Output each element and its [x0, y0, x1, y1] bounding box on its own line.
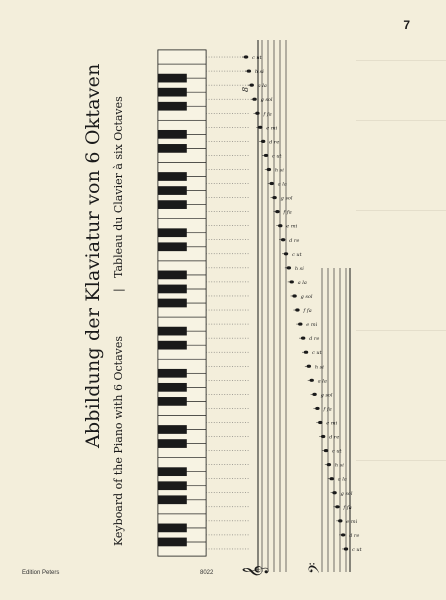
black-key: [158, 369, 187, 378]
black-key: [158, 495, 187, 504]
note-label: g sol: [280, 195, 293, 202]
black-key: [158, 271, 187, 280]
svg-text:8: 8: [241, 86, 250, 92]
black-key: [158, 467, 187, 476]
note-label: h si: [274, 167, 284, 174]
svg-text:𝄢: 𝄢: [306, 562, 327, 574]
black-key: [158, 327, 187, 336]
note-label: h si: [254, 69, 264, 76]
note-label: a la: [297, 279, 307, 286]
black-key: [158, 242, 187, 251]
black-key: [158, 299, 187, 308]
black-key: [158, 102, 187, 111]
note-label: d re: [349, 532, 360, 539]
plate-number: 8022: [200, 570, 214, 576]
black-key: [158, 144, 187, 153]
page-number: 7: [403, 18, 410, 32]
key-connectors: [206, 57, 250, 549]
black-key: [158, 524, 187, 533]
bass-clef-icon: [306, 562, 327, 574]
note-markers: [242, 55, 363, 553]
black-key: [158, 228, 187, 237]
note-label: g sol: [340, 490, 353, 497]
note-label: g sol: [320, 392, 333, 399]
black-key: [158, 172, 187, 181]
black-key: [158, 200, 187, 209]
note-label: d re: [329, 434, 340, 441]
note-label: c ut: [332, 448, 342, 455]
note-label: f fa: [263, 111, 272, 118]
title-english: Keyboard of the Piano with 6 Octaves: [112, 335, 125, 546]
black-key: [158, 481, 187, 490]
white-key: [158, 50, 206, 64]
note-label: h si: [294, 265, 304, 272]
title-french: Tableau du Clavier à six Octaves: [112, 96, 125, 278]
black-key: [158, 439, 187, 448]
ottava-mark-icon: [241, 87, 250, 92]
note-label: f fa: [343, 504, 352, 511]
black-key: [158, 285, 187, 294]
title-separator: |: [112, 288, 125, 292]
note-label: c ut: [272, 153, 282, 160]
black-key: [158, 88, 187, 97]
note-label: e mi: [326, 420, 338, 427]
note-label: f fa: [303, 308, 312, 315]
note-label: e mi: [346, 518, 358, 525]
note-label: e mi: [306, 322, 318, 329]
note-label: h si: [314, 364, 324, 371]
note-label: f fa: [323, 406, 332, 413]
note-label: c ut: [252, 55, 262, 62]
svg-text:𝄞: 𝄞: [243, 564, 268, 578]
note-label: d re: [309, 336, 320, 343]
note-label: c ut: [312, 350, 322, 357]
note-label: a la: [277, 181, 287, 188]
black-key: [158, 130, 187, 139]
note-label: d re: [289, 237, 300, 244]
black-key: [158, 341, 187, 350]
note-label: g sol: [260, 97, 273, 104]
black-key: [158, 383, 187, 392]
note-label: d re: [269, 139, 280, 146]
black-key: [158, 425, 187, 434]
note-label: a la: [337, 476, 347, 483]
black-key: [158, 186, 187, 195]
note-label: f fa: [283, 209, 292, 216]
note-label: c ut: [292, 251, 302, 258]
black-key: [158, 74, 187, 83]
publisher-label: Edition Peters: [22, 570, 60, 576]
note-label: h si: [334, 462, 344, 469]
black-key: [158, 397, 187, 406]
note-label: g sol: [300, 293, 313, 300]
note-label: e mi: [286, 223, 298, 230]
note-label: a la: [257, 83, 267, 90]
treble-clef-icon: [242, 565, 268, 578]
note-label: e mi: [266, 125, 278, 132]
note-label: c ut: [352, 546, 362, 553]
note-label: a la: [317, 378, 327, 385]
title-german: Abbildung der Klaviatur von 6 Oktaven: [82, 63, 104, 448]
black-key: [158, 538, 187, 547]
